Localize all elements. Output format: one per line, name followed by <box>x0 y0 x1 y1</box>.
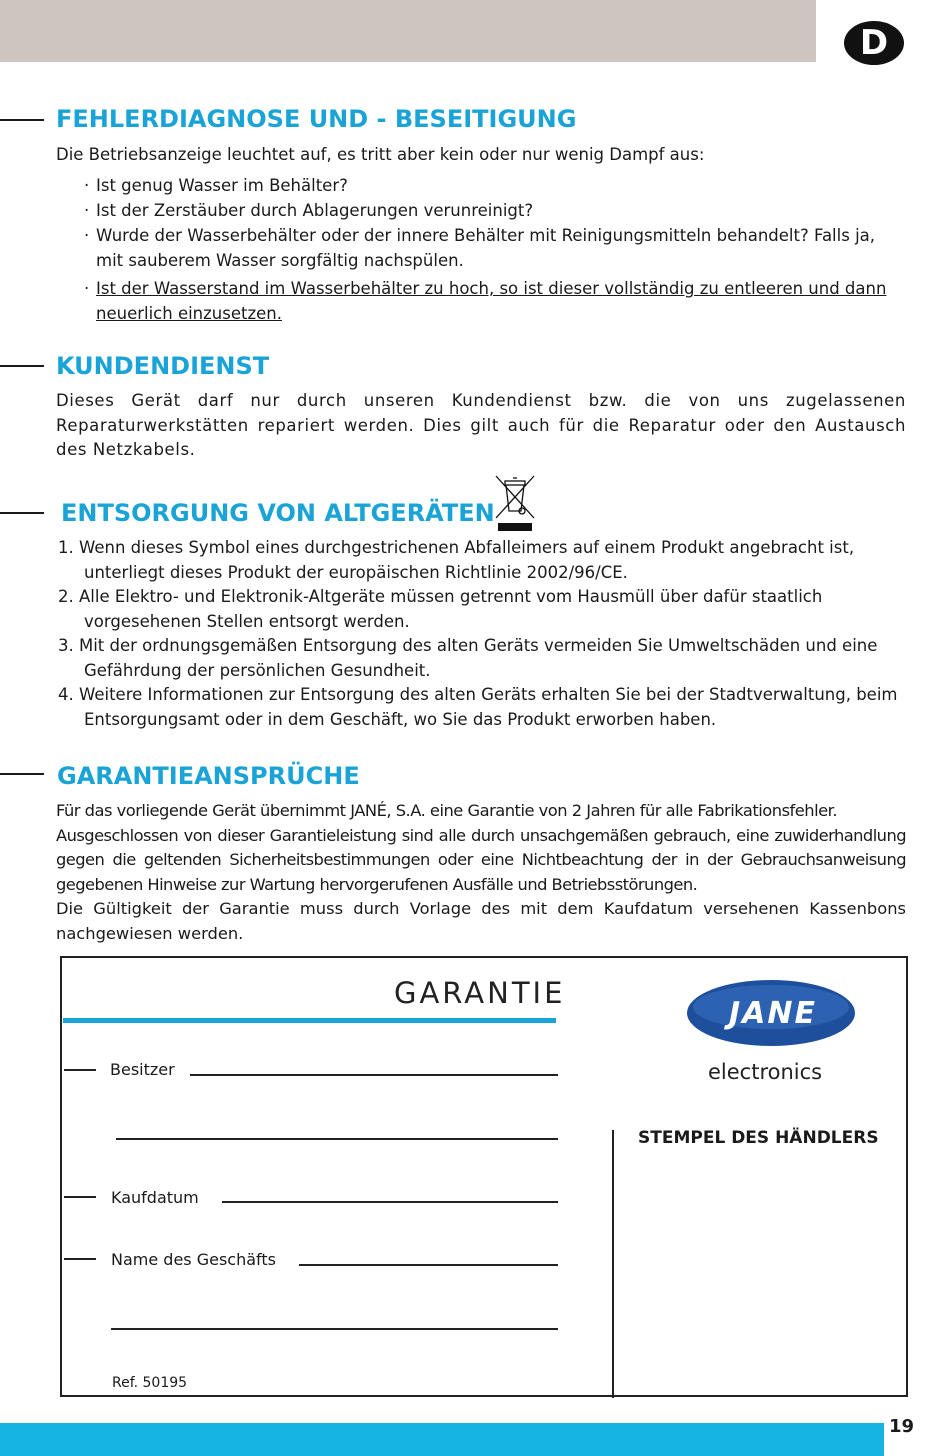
entsorgung-list <box>58 536 906 732</box>
top-band <box>0 0 816 62</box>
owner-label: Besitzer <box>110 1060 175 1079</box>
shop-name-field[interactable] <box>299 1264 558 1266</box>
list-item: 4. Weitere Informationen zur Entsorgung des alten Geräts erhalten Sie bei der Stadtverwaltung, beim Entsorgungsamt oder in dem Geschäft, wo Sie das Produkt erworben haben. <box>58 685 898 729</box>
list-item <box>84 276 906 326</box>
list-item: · Ist der Zerstäuber durch Ablagerungen verunreinigt? <box>84 198 906 223</box>
heading-entsorgung: ENTSORGUNG VON ALTGERÄTEN <box>61 499 495 527</box>
owner-field-line-2[interactable] <box>116 1138 558 1140</box>
field-rule <box>64 1069 96 1071</box>
kundendienst-text: Dieses Gerät darf nur durch unseren Kundendienst bzw. die von uns zugelassenen Reparaturwerkstätten repariert werden. Dies gilt auch für die Reparatur oder den Austausch des Netzkabels. <box>56 391 906 459</box>
heading-garantie: GARANTIEANSPRÜCHE <box>57 762 360 790</box>
purchase-date-field[interactable] <box>222 1201 558 1203</box>
fehler-intro: Die Betriebsanzeige leuchtet auf, es tritt aber kein oder nur wenig Dampf aus: <box>56 145 705 164</box>
field-rule <box>64 1196 96 1198</box>
card-divider <box>612 1130 614 1398</box>
crossed-out-bin-icon <box>492 473 538 533</box>
shop-name-label: Name des Geschäfts <box>111 1250 276 1269</box>
field-rule <box>64 1258 96 1260</box>
fehler-list <box>84 173 906 326</box>
garantie-line-1: Für das vorliegende Gerät übernimmt JANÉ, S.A. eine Garantie von 2 Jahren für alle Fabrikationsfehler. <box>56 801 838 820</box>
list-item: · Wurde der Wasserbehälter oder der innere Behälter mit Reinigungsmitteln behandelt? Falls ja, mit sauberem Wasser sorgfältig nachspülen. <box>84 223 906 273</box>
section-rule <box>0 365 44 367</box>
card-title-underline <box>63 1018 556 1023</box>
language-badge: D <box>844 21 904 65</box>
garantie-line-3: Die Gültigkeit der Garantie muss durch Vorlage des mit dem Kaufdatum versehenen Kassenbons nachgewiesen werden. <box>56 899 906 943</box>
heading-kundendienst: KUNDENDIENST <box>56 352 270 380</box>
garantie-line-2: Ausgeschlossen von dieser Garantieleistung sind alle durch unsachgemäßen gebrauch, eine zuwiderhandlung gegen die geltenden Sicherheitsbestimmungen oder eine Nichtbeachtung der in der Gebrauchsanweisung gegebenen Hinweise zur Wartung hervorgerufenen Ausfälle und Betriebsstörungen. <box>56 825 906 894</box>
heading-fehlerdiagnose: FEHLERDIAGNOSE UND - BESEITIGUNG <box>56 105 577 133</box>
underlined-text: Ist der Wasserstand im Wasserbehälter zu hoch, so ist dieser vollständig zu entleeren und dann neuerlich einzusetzen. <box>96 279 887 323</box>
section-rule <box>0 119 44 121</box>
reference-number: Ref. 50195 <box>112 1375 188 1391</box>
shop-name-field-line-2[interactable] <box>111 1328 558 1330</box>
bottom-band <box>0 1423 884 1456</box>
logo-text: JANE <box>729 996 817 1031</box>
garantie-text <box>56 799 906 946</box>
section-rule <box>0 773 44 775</box>
owner-field[interactable] <box>190 1074 558 1076</box>
list-item: · Ist genug Wasser im Behälter? <box>84 173 906 198</box>
list-item: 2. Alle Elektro- und Elektronik-Altgeräte müssen getrennt vom Hausmüll über dafür staatlich vorgesehenen Stellen entsorgt werden. <box>58 587 823 631</box>
brand-subtitle: electronics <box>708 1060 823 1084</box>
jane-logo <box>686 979 856 1047</box>
section-rule <box>0 512 44 514</box>
purchase-date-label: Kaufdatum <box>111 1188 199 1207</box>
page-number: 19 <box>889 1416 915 1437</box>
list-item: 3. Mit der ordnungsgemäßen Entsorgung des alten Geräts vermeiden Sie Umweltschäden und eine Gefährdung der persönlichen Gesundheit. <box>58 636 878 680</box>
card-title: GARANTIE <box>394 976 566 1010</box>
stamp-label: STEMPEL DES HÄNDLERS <box>638 1128 879 1148</box>
list-item: 1. Wenn dieses Symbol eines durchgestrichenen Abfalleimers auf einem Produkt angebracht ist, unterliegt dieses Produkt der europäischen Richtlinie 2002/96/CE. <box>58 538 855 582</box>
